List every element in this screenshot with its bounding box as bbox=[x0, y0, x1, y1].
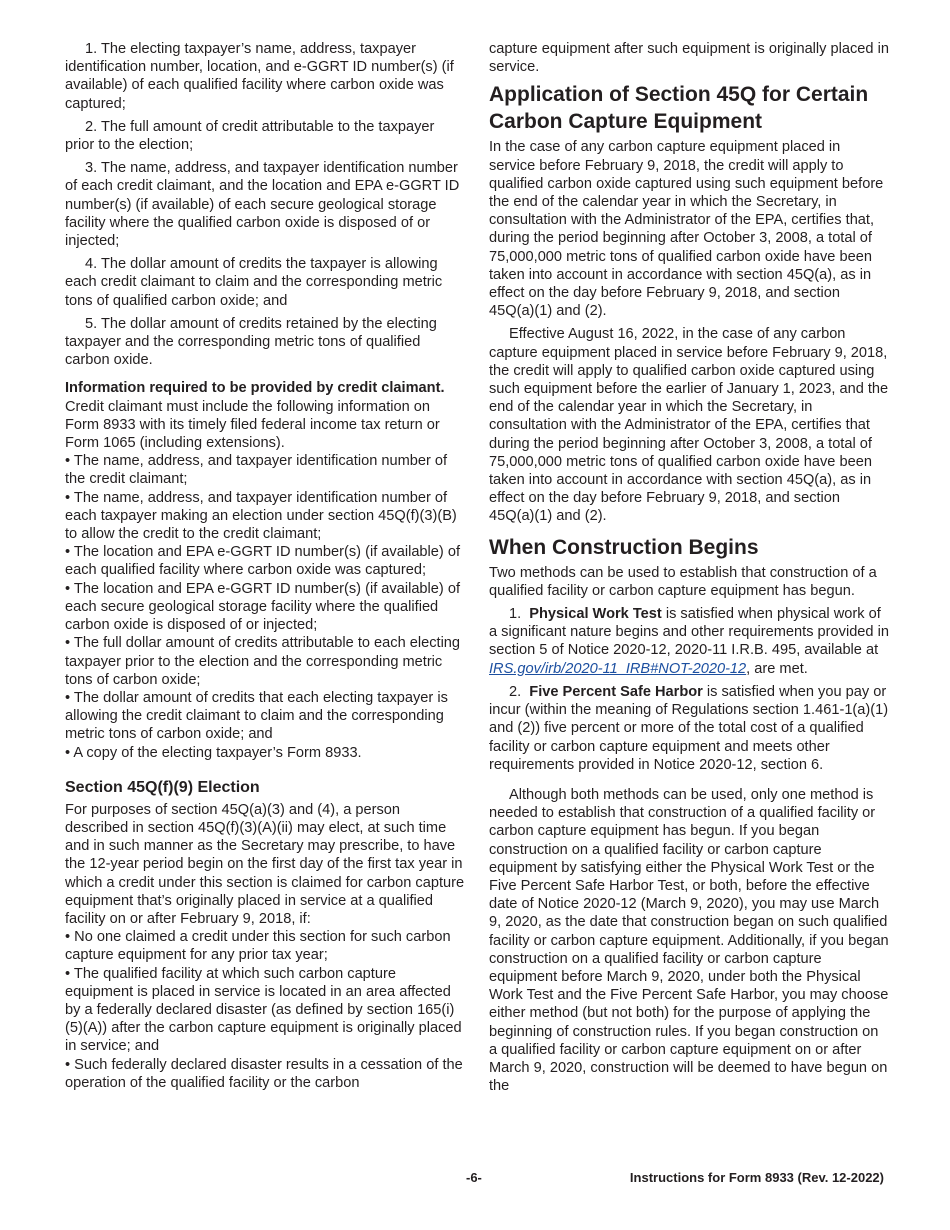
application-paragraph-2: Effective August 16, 2022, in the case of any carbon capture equipment placed in service before February 9, 2018, the credit will apply to qualified carbon oxide captured using such equipment before the earlier of January 1, 2023, and the end of the calendar year in which the Secretary, in consultation with the Administrator of the EPA, certifies that during the period beginning after October 3, 2008, a total of 75,000,000 metric tons of qualified carbon oxide have been taken into account in accordance with section 45Q(a), as in effect on the day before February 9, 2018, and section 45Q(a)(1) and (2). bbox=[489, 326, 889, 525]
info-bullet: • The full dollar amount of credits attributable to each electing taxpayer prior to the election and the corresponding metric tons of carbon oxide; bbox=[65, 635, 461, 688]
info-bullet: • The location and EPA e-GGRT ID number(s) (if available) of each secure geological storage facility where the qualified carbon oxide is disposed of or injected; bbox=[65, 580, 460, 634]
page-number: -6- bbox=[466, 1170, 482, 1185]
info-paragraph bbox=[65, 379, 465, 452]
numbered-item-2: 2. The full amount of credit attributable to the taxpayer prior to the election; bbox=[65, 118, 435, 154]
construction-paragraph-2: Although both methods can be used, only one method is needed to establish that construction of a qualified facility or carbon capture equipment has begun. If you began construction on a qualified facility or carbon capture equipment by satisfying either the Physical Work Test or the Five Percent Safe Harbor Test, or both, before the effective date of Notice 2020-12 (March 9, 2020), you may use March 9, 2020, as the date that construction began on such qualified facility or carbon capture equipment. Additionally, if you began construction on a qualified facility or carbon capture equipment before March 9, 2020, under both the Physical Work Test and the Five Percent Safe Harbor, you may choose either method (but not both) for the purpose of applying the beginning of construction rules. If you began construction on a qualified facility or carbon capture equipment on or after March 9, 2020, construction will be deemed to have begun on the bbox=[489, 786, 889, 1095]
info-heading: Information required to be provided by credit claimant. bbox=[65, 380, 445, 397]
numbered-item-3: 3. The name, address, and taxpayer identification number of each credit claimant, and the location and EPA e-GGRT ID number(s) (if available) of each secure geological storage facility where the qualified carbon oxide is disposed of or injected; bbox=[65, 160, 460, 250]
physical-work-test-label: Physical Work Test bbox=[529, 606, 662, 623]
application-paragraph-1: In the case of any carbon capture equipment placed in service before February 9, 2018, the credit will apply to qualified carbon oxide captured using such equipment before the end of the calendar year in which the Secretary, in consultation with the Administrator of the EPA, certifies that, during the period beginning after October 3, 2008, a total of 75,000,000 metric tons of qualified carbon oxide have been taken into account in accordance with section 45Q(a), as in effect on the day before February 9, 2018, and section 45Q(a)(1) and (2). bbox=[489, 139, 884, 320]
info-bullet: • The name, address, and taxpayer identification number of the credit claimant; bbox=[65, 453, 448, 488]
application-heading: Application of Section 45Q for Certain Carbon Capture Equipment bbox=[489, 83, 869, 134]
section-bullet: • The qualified facility at which such carbon capture equipment is placed in service is located in an area affected by a federally declared disaster (as defined by section 165(i)(5)(A)) after the carbon capture equipment is originally placed in service; and bbox=[65, 965, 462, 1055]
irs-irb-link[interactable]: IRS.gov/irb/2020-11_IRB#NOT-2020-12 bbox=[489, 660, 747, 677]
item-number: 2. bbox=[509, 683, 522, 700]
five-percent-safe-harbor-item bbox=[489, 683, 889, 774]
item-number: 1. bbox=[509, 606, 522, 623]
numbered-item-5: 5. The dollar amount of credits retained by the electing taxpayer and the corresponding metric tons of qualified carbon oxide. bbox=[65, 315, 437, 369]
physical-work-test-text: is satisfied when physical work of a significant nature begins and other requirements provided in section 5 of Notice 2020-12, 2020-11 I.R.B. 495, available at bbox=[489, 606, 889, 659]
continuation-text: capture equipment after such equipment is originally placed in service. bbox=[489, 41, 889, 76]
construction-paragraph-1: Two methods can be used to establish that construction of a qualified facility or carbon capture equipment has begun. bbox=[489, 564, 877, 599]
physical-work-test-item bbox=[489, 605, 889, 678]
info-bullet: • The name, address, and taxpayer identification number of each taxpayer making an election under section 45Q(f)(3)(B) to allow the credit to the credit claimant; bbox=[65, 489, 457, 543]
right-column bbox=[489, 40, 889, 1100]
section-bullet: • No one claimed a credit under this section for such carbon capture equipment for any prior tax year; bbox=[65, 929, 451, 964]
form-title: Instructions for Form 8933 (Rev. 12-2022) bbox=[629, 1170, 884, 1185]
info-bullet: • The location and EPA e-GGRT ID number(s) (if available) of each qualified facility where carbon oxide was captured; bbox=[65, 544, 460, 579]
info-text: Credit claimant must include the following information on Form 8933 with its timely filed federal income tax return or Form 1065 (including extensions). bbox=[65, 398, 440, 452]
left-column bbox=[65, 40, 465, 1092]
numbered-item-4: 4. The dollar amount of credits the taxpayer is allowing each credit claimant to claim and the corresponding metric tons of qualified carbon oxide; and bbox=[65, 256, 443, 309]
section-bullet: • Such federally declared disaster results in a cessation of the operation of the qualified facility or the carbon bbox=[65, 1056, 463, 1091]
five-percent-safe-harbor-text: is satisfied when you pay or incur (within the meaning of Regulations section 1.461-1(a)(1) and (2)) five percent or more of the total cost of a qualified facility or carbon capture equipment and meets other requirements provided in Notice 2020-12, section 6. bbox=[489, 683, 889, 773]
section-heading: Section 45Q(f)(9) Election bbox=[65, 778, 260, 796]
section-text: For purposes of section 45Q(a)(3) and (4), a person described in section 45Q(f)(3)(A)(ii) may elect, at such time and in such manner as the Secretary may prescribe, to have the 12-year period begin on the first day of the first tax year in which a credit under this section is claimed for carbon capture equipment that’s originally placed in service at a qualified facility on or after February 9, 2018, if: bbox=[65, 801, 465, 927]
five-percent-safe-harbor-label: Five Percent Safe Harbor bbox=[529, 683, 703, 700]
physical-work-test-end: , are met. bbox=[746, 660, 808, 677]
construction-heading: When Construction Begins bbox=[489, 535, 759, 559]
info-bullet: • A copy of the electing taxpayer’s Form 8933. bbox=[65, 744, 362, 761]
numbered-item-1: 1. The electing taxpayer’s name, address, taxpayer identification number, location, and e-GGRT ID number(s) (if available) of each qualified facility where carbon oxide was captured; bbox=[65, 41, 454, 112]
info-bullet: • The dollar amount of credits that each electing taxpayer is allowing the credit claimant to claim and the corresponding metric tons of carbon oxide; and bbox=[65, 689, 448, 743]
